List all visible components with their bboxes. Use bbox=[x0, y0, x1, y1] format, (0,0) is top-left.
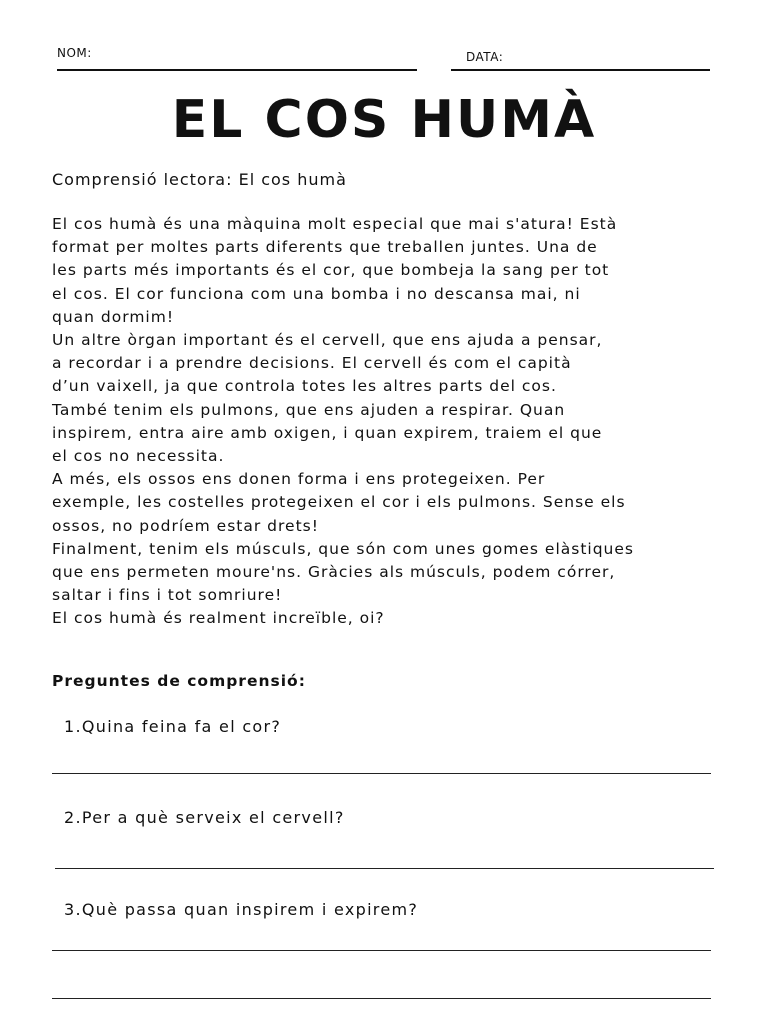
passage-line: que ens permeten moure'ns. Gràcies als músculs, podem córrer, bbox=[52, 563, 616, 582]
answer-line-3a[interactable] bbox=[52, 950, 711, 951]
passage-line: a recordar i a prendre decisions. El cervell és com el capità bbox=[52, 354, 572, 373]
date-line[interactable] bbox=[451, 69, 710, 71]
passage-line: El cos humà és una màquina molt especial que mai s'atura! Està bbox=[52, 215, 618, 233]
passage-line: ossos, no podríem estar drets! bbox=[52, 516, 319, 535]
passage-line: d’un vaixell, ja que controla totes les altres parts del cos. bbox=[52, 377, 557, 396]
name-line[interactable] bbox=[57, 69, 417, 71]
answer-line-2[interactable] bbox=[55, 868, 714, 869]
passage-line: el cos. El cor funciona com una bomba i no descansa mai, ni bbox=[52, 284, 581, 303]
name-label: NOM: bbox=[57, 46, 92, 60]
question-3: 3.Què passa quan inspirem i expirem? bbox=[64, 900, 419, 919]
passage-line: el cos no necessita. bbox=[52, 447, 225, 466]
passage-line: El cos humà és realment increïble, oi? bbox=[52, 609, 385, 628]
question-1: 1.Quina feina fa el cor? bbox=[64, 717, 282, 736]
passage-line: També tenim els pulmons, que ens ajuden a respirar. Quan bbox=[52, 400, 566, 419]
passage-line: Finalment, tenim els músculs, que són com unes gomes elàstiques bbox=[52, 539, 634, 558]
passage-line: saltar i fins i tot somriure! bbox=[52, 586, 283, 605]
passage-line: format per moltes parts diferents que treballen juntes. Una de bbox=[52, 238, 598, 257]
passage-line: les parts més importants és el cor, que bombeja la sang per tot bbox=[52, 261, 610, 280]
passage-line: inspirem, entra aire amb oxigen, i quan expirem, traiem el que bbox=[52, 423, 603, 442]
answer-line-3b[interactable] bbox=[52, 998, 711, 999]
passage-line: exemple, les costelles protegeixen el cor i els pulmons. Sense els bbox=[52, 493, 626, 512]
page-title: EL COS HUMÀ bbox=[171, 90, 597, 150]
passage-line: Un altre òrgan important és el cervell, que ens ajuda a pensar, bbox=[52, 331, 603, 350]
answer-line-1[interactable] bbox=[52, 773, 711, 774]
passage-line: A més, els ossos ens donen forma i ens protegeixen. Per bbox=[52, 470, 546, 489]
questions-heading: Preguntes de comprensió: bbox=[52, 672, 306, 690]
question-2: 2.Per a què serveix el cervell? bbox=[64, 808, 345, 827]
reading-subtitle: Comprensió lectora: El cos humà bbox=[52, 170, 347, 189]
date-label: DATA: bbox=[466, 50, 504, 64]
reading-passage bbox=[52, 213, 732, 631]
passage-line: quan dormim! bbox=[52, 307, 175, 326]
